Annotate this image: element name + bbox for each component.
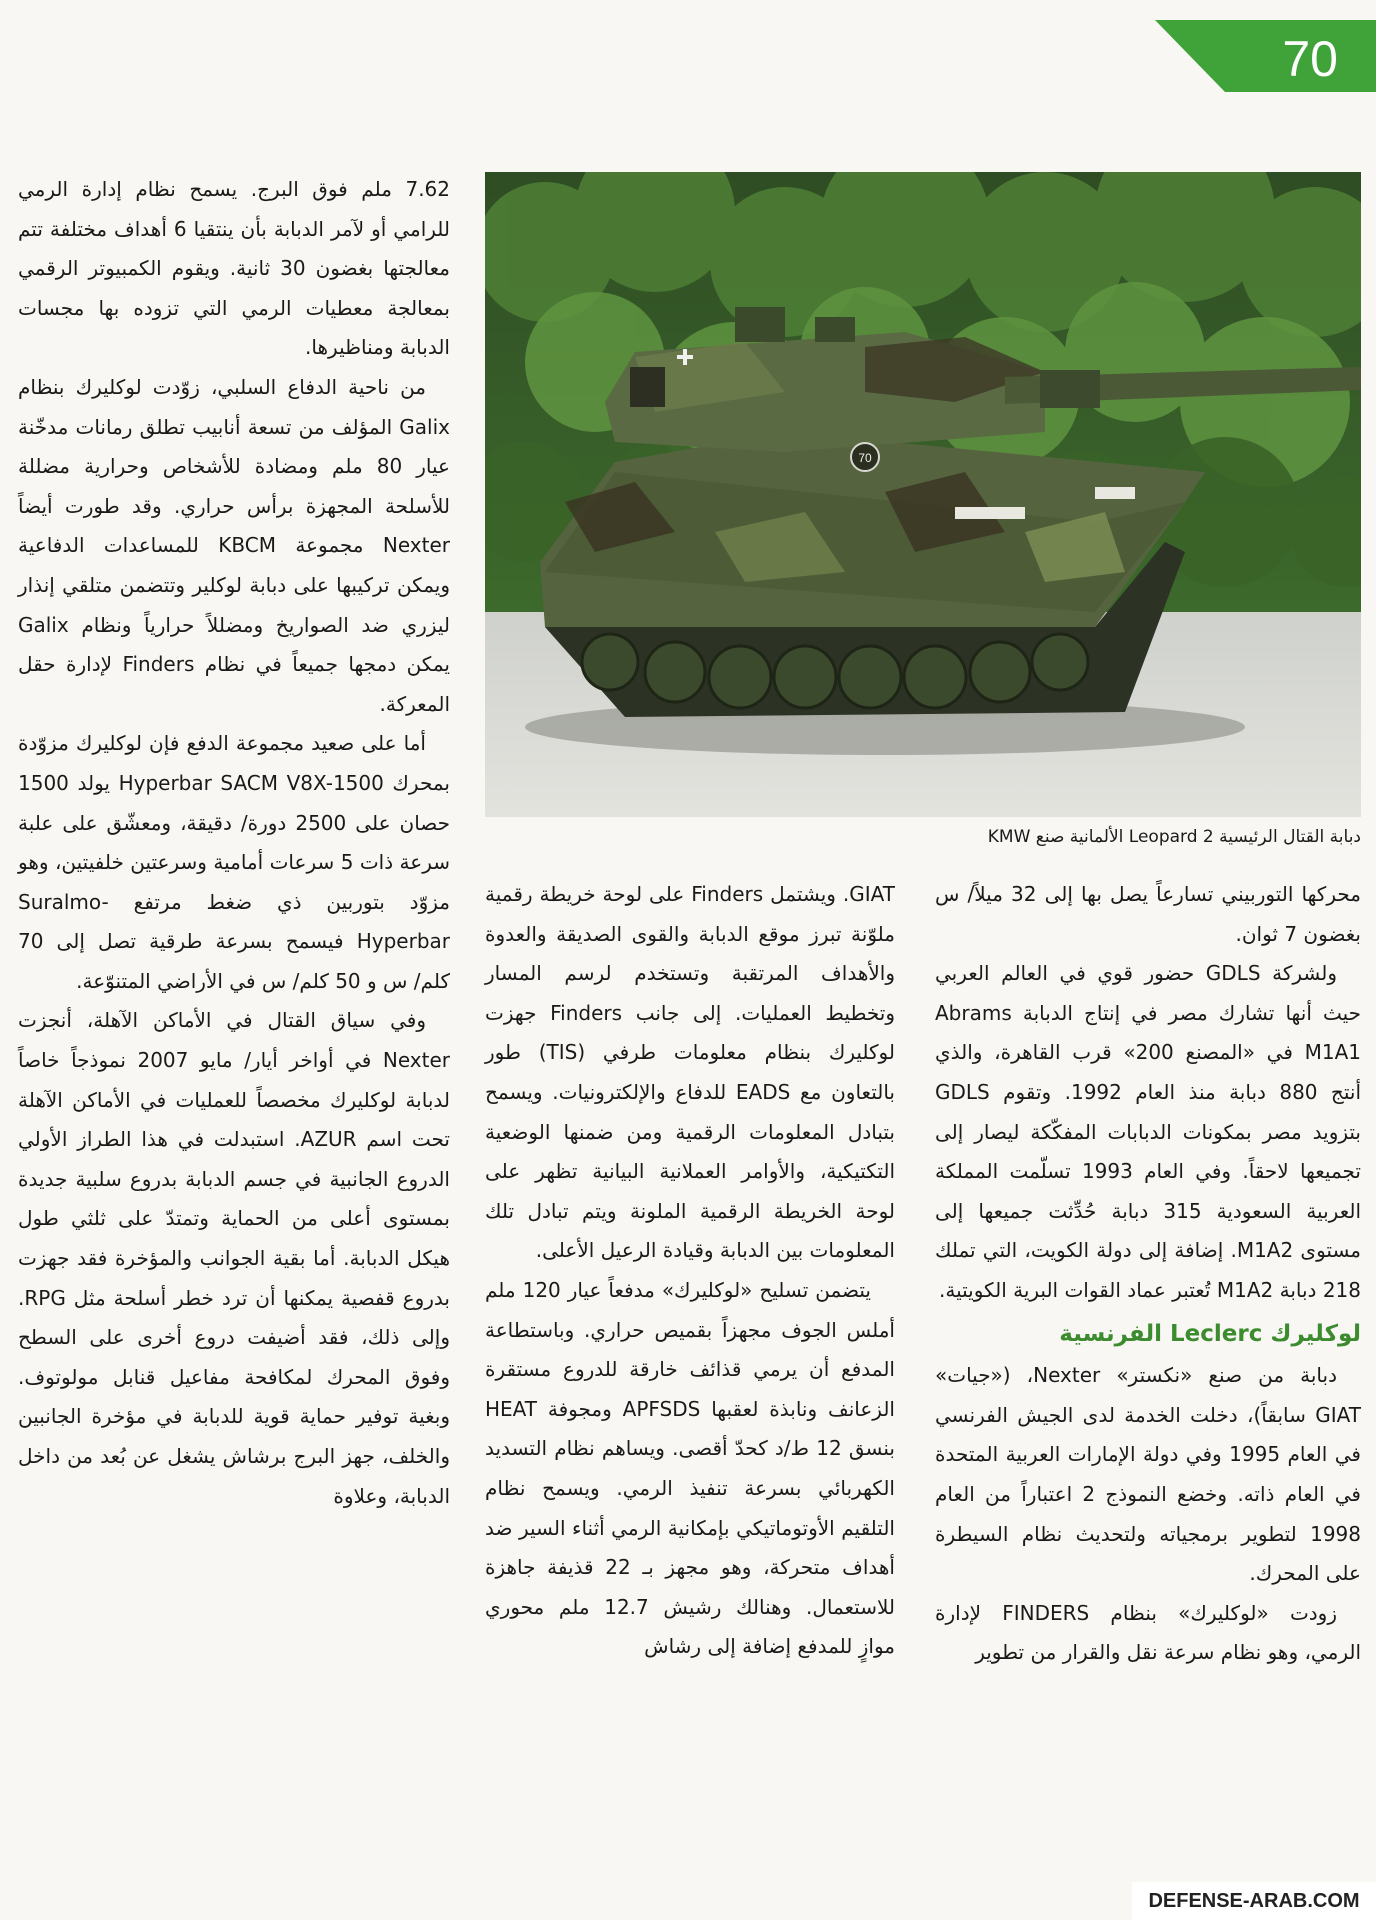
photo-caption: دبابة القتال الرئيسية Leopard 2 الألمانية صنع KMW bbox=[987, 827, 1361, 847]
paragraph: من ناحية الدفاع السلبي، زوّدت لوكليرك بنظام Galix المؤلف من تسعة أنابيب تطلق رمانات مدخّنة عيار 80 ملم ومضادة للأشخاص وحرارية مضللة للأسلحة المجهزة برأس حراري. وقد طورت أيضاً Nexter مجموعة KBCM للمساعدات الدفاعية ويمكن تركيبها على دبابة لوكلير وتتضمن متلقي إنذار ليزري ضد الصواريخ ومضللاً حرارياً ونظام Galix يمكن دمجها جميعاً في نظام Finders لإدارة حقل المعركة. bbox=[18, 374, 450, 716]
paragraph: زودت «لوكليرك» بنظام FINDERS لإدارة الرمي، وهو نظام سرعة نقل والقرار من تطوير bbox=[935, 1600, 1361, 1665]
paragraph: دبابة من صنع «نكستر» Nexter، («جيات» GIAT سابقاً)، دخلت الخدمة لدى الجيش الفرنسي في العام 1995 وفي دولة الإمارات العربية المتحدة في العام ذاته. وخضع النموذج 2 اعتباراً من العام 1998 لتطوير برمجياته ولتحديث نظام السيطرة على المحرك. bbox=[935, 1363, 1361, 1586]
paragraph: 7.62 ملم فوق البرج. يسمح نظام إدارة الرمي للرامي أو لآمر الدبابة بأن ينتقيا 6 أهداف مختلفة تتم معالجتها بغضون 30 ثانية. ويقوم الكمبيوتر الرقمي بمعالجة معطيات الرمي التي تزوده بها مجسات الدبابة ومناظيرها. bbox=[18, 177, 450, 360]
column-right bbox=[935, 875, 1361, 1673]
section-heading: لوكليرك Leclerc الفرنسية bbox=[1059, 1320, 1361, 1347]
paragraph: محركها التوربيني تسارعاً يصل بها إلى 32 ميلاً/ س بغضون 7 ثوان. bbox=[935, 882, 1361, 946]
paragraph: ولشركة GDLS حضور قوي في العالم العربي حيث أنها تشارك مصر في إنتاج الدبابة Abrams M1A1 في «المصنع 200» قرب القاهرة، والذي أنتج 880 دبابة منذ العام 1992. وتقوم GDLS بتزويد مصر بمكونات الدبابات المفكّكة ليصار إلى تجميعها لاحقاً. وفي العام 1993 تسلّمت المملكة العربية السعودية 315 دبابة حُدِّثت جميعها إلى مستوى M1A2. إضافة إلى دولة الكويت، التي تملك 218 دبابة M1A2 تُعتبر عماد القوات البرية الكويتية. bbox=[935, 961, 1362, 1302]
paragraph: يتضمن تسليح «لوكليرك» مدفعاً عيار 120 ملم أملس الجوف مجهزاً بقميص حراري. وباستطاعة المدفع أن يرمي قذائف خارقة للدروع مستقرة الزعانف ونابذة لعقبها APFSDS ومجوفة HEAT بنسق 12 ط/د كحدّ أقصى. ويساهم نظام التسديد الكهربائي بسرعة تنفيذ الرمي. ويسمح نظام التلقيم الأوتوماتيكي بإمكانية الرمي أثناء السير ضد أهداف متحركة، وهو مجهز بـ 22 قذيفة جاهزة للاستعمال. وهنالك رشيش 12.7 ملم محوري موازٍ للمدفع إضافة إلى رشاش bbox=[485, 1277, 895, 1659]
paragraph: GIAT. ويشتمل Finders على لوحة خريطة رقمية ملوّنة تبرز موقع الدبابة والقوى الصديقة والعدوة والأهداف المرتقبة وتستخدم لرسم المسار وتخطيط العمليات. إلى جانب Finders جهزت لوكليرك بنظام معلومات طرفي (TIS) طور بالتعاون مع EADS للدفاع والإلكترونيات. ويسمح بتبادل المعلومات الرقمية ومن ضمنها الوضعية التكتيكية، والأوامر العملانية البيانية تظهر على لوحة الخريطة الرقمية الملونة ويتم تبادل تلك المعلومات بين الدبابة وقيادة الرعيل الأعلى. bbox=[485, 882, 895, 1263]
page-number-tab bbox=[1155, 20, 1376, 92]
paragraph: وفي سياق القتال في الأماكن الآهلة، أنجزت Nexter في أواخر أيار/ مايو 2007 نموذجاً خاصاً لدبابة لوكليرك مخصصاً للعمليات في الأماكن الآهلة تحت اسم AZUR. استبدلت في هذا الطراز الأولي الدروع الجانبية في جسم الدبابة بدروع سلبية جديدة بمستوى أعلى من الحماية وتمتدّ على ثلثي طول هيكل الدبابة. أما بقية الجوانب والمؤخرة فقد جهزت بدروع قفصية يمكنها أن ترد خطر أسلحة مثل RPG. وإلى ذلك، فقد أضيفت دروع أخرى على السطح وفوق المحرك لمكافحة مفاعيل قنابل مولوتوف. وبغية توفير حماية قوية للدبابة في مؤخرة الجانبين والخلف، جهز البرج برشاش يشغل عن بُعد من داخل الدبابة، وعلاوة bbox=[18, 1008, 450, 1508]
site-watermark: DEFENSE-ARAB.COM bbox=[1132, 1882, 1376, 1920]
turret-number: 70 bbox=[858, 451, 872, 465]
column-middle bbox=[485, 875, 895, 1667]
paragraph: أما على صعيد مجموعة الدفع فإن لوكليرك مزوّدة بمحرك Hyperbar SACM V8X-1500 يولد 1500 حصان على 2500 دورة/ دقيقة، ومعشّق على علبة سرعة ذات 5 سرعات أمامية وسرعتين خلفيتين، وهو مزوّد بتوربين ذي ضغط مرتفع Suralmo- Hyperbar فيسمح بسرعة طرقية تصل إلى 70 كلم/ س و 50 كلم/ س في الأراضي المتنوّعة. bbox=[18, 731, 450, 993]
tank-photo bbox=[485, 172, 1361, 817]
column-left bbox=[18, 170, 450, 1516]
tank-illustration bbox=[485, 172, 1361, 817]
page-number: 70 bbox=[1282, 31, 1338, 87]
page-tab-shape bbox=[1155, 20, 1376, 92]
